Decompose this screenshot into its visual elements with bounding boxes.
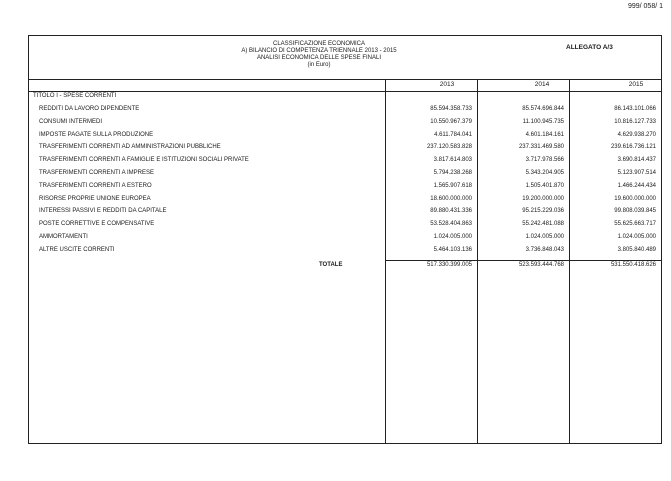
report-table xyxy=(28,35,662,444)
table-row xyxy=(29,246,661,258)
total-2014: 523.593.444.768 xyxy=(518,261,564,268)
value-2013: 5.464.103.136 xyxy=(433,246,472,253)
row-label: REDDITI DA LAVORO DIPENDENTE xyxy=(39,106,140,112)
row-label: INTERESSI PASSIVI E REDDITI DA CAPITALE xyxy=(39,208,167,215)
value-2013: 1.024.005.000 xyxy=(433,234,472,240)
value-2013: 18.600.000.000 xyxy=(430,195,472,202)
value-2013: 85.594.358.733 xyxy=(430,106,472,112)
table-row xyxy=(29,143,661,155)
value-2013: 237.120.583.828 xyxy=(426,144,472,151)
value-2015: 10.816.127.733 xyxy=(614,118,656,125)
value-2014: 95.215.229.036 xyxy=(522,208,564,215)
table-row xyxy=(29,156,661,168)
value-2013: 3.817.614.803 xyxy=(433,157,472,164)
row-label: TRASFERIMENTI CORRENTI AD AMMINISTRAZIONI PUBBLICHE xyxy=(39,144,221,151)
row-label: TRASFERIMENTI CORRENTI A ESTERO xyxy=(39,182,152,189)
value-2015: 5.123.907.514 xyxy=(617,170,656,176)
value-2015: 55.625.663.717 xyxy=(614,221,656,228)
value-2015: 19.600.000.000 xyxy=(614,195,656,202)
row-label: RISORSE PROPRIE UNIONE EUROPEA xyxy=(39,195,151,202)
section-title: TITOLO I - SPESE CORRENTI xyxy=(33,93,117,99)
value-2015: 3.690.814.437 xyxy=(617,157,656,164)
header-classification: CLASSIFICAZIONE ECONOMICA xyxy=(272,41,365,47)
report-header xyxy=(29,36,661,80)
value-2013: 10.550.967.379 xyxy=(430,118,472,125)
table-row xyxy=(29,220,661,232)
table-row xyxy=(29,182,661,194)
page-reference: 999/ 058/ 1 xyxy=(627,3,663,10)
value-2014: 85.574.696.844 xyxy=(522,106,564,112)
row-label: TRASFERIMENTI CORRENTI A IMPRESE xyxy=(39,170,155,176)
value-2015: 4.629.938.270 xyxy=(617,131,656,138)
total-2013: 517.330.399.005 xyxy=(426,261,472,268)
value-2014: 55.242.481.088 xyxy=(522,221,564,228)
row-label: POSTE CORRETTIVE E COMPENSATIVE xyxy=(39,221,155,228)
total-row xyxy=(29,261,661,273)
value-2015: 1.466.244.434 xyxy=(617,182,656,189)
table-row xyxy=(29,105,661,117)
value-2014: 5.343.204.905 xyxy=(525,170,564,176)
table-row xyxy=(29,195,661,207)
row-label: AMMORTAMENTI xyxy=(39,234,88,240)
value-2015: 1.024.005.000 xyxy=(617,234,656,240)
value-2013: 4.611.784.041 xyxy=(434,131,472,138)
row-label: IMPOSTE PAGATE SULLA PRODUZIONE xyxy=(39,131,154,138)
table-row xyxy=(29,233,661,245)
value-2013: 1.565.907.618 xyxy=(433,182,472,189)
value-2014: 3.736.848.043 xyxy=(525,246,564,253)
header-budget-line: A) BILANCIO DI COMPETENZA TRIENNALE 2013 - 2015 xyxy=(241,48,397,54)
value-2013: 5.794.238.268 xyxy=(433,170,472,176)
table-row xyxy=(29,118,661,130)
header-unit: (in Euro) xyxy=(307,62,331,68)
row-label: TRASFERIMENTI CORRENTI A FAMIGLIE E ISTITUZIONI SOCIALI PRIVATE xyxy=(39,157,249,164)
total-label: TOTALE xyxy=(319,261,343,268)
value-2014: 4.601.184.161 xyxy=(525,131,564,138)
value-2015: 3.805.840.489 xyxy=(617,246,656,253)
allegato-label: ALLEGATO A/3 xyxy=(566,44,613,51)
total-2015: 531.550.418.626 xyxy=(610,261,656,268)
value-2015: 99.808.039.845 xyxy=(614,208,656,215)
value-2015: 86.143.101.066 xyxy=(614,106,656,112)
value-2015: 239.616.736.121 xyxy=(610,144,656,151)
value-2014: 19.200.000.000 xyxy=(522,195,564,202)
value-2013: 53.528.404.863 xyxy=(430,221,472,228)
value-2014: 1.505.401.870 xyxy=(525,182,564,189)
column-header-2013: 2013 xyxy=(439,81,455,88)
header-analysis: ANALISI ECONOMICA DELLE SPESE FINALI xyxy=(256,55,382,61)
table-row xyxy=(29,131,661,143)
column-header-row xyxy=(29,79,661,92)
value-2014: 3.717.978.566 xyxy=(525,157,564,164)
table-row xyxy=(29,169,661,181)
column-header-2015: 2015 xyxy=(628,81,644,88)
table-row xyxy=(29,207,661,219)
row-label: CONSUMI INTERMEDI xyxy=(39,118,102,125)
value-2013: 89.880.431.336 xyxy=(430,208,472,215)
value-2014: 237.331.469.580 xyxy=(518,144,564,151)
value-2014: 11.100.945.735 xyxy=(522,118,564,125)
value-2014: 1.024.005.000 xyxy=(525,234,564,240)
column-header-2014: 2014 xyxy=(534,81,550,88)
row-label: ALTRE USCITE CORRENTI xyxy=(39,246,115,253)
